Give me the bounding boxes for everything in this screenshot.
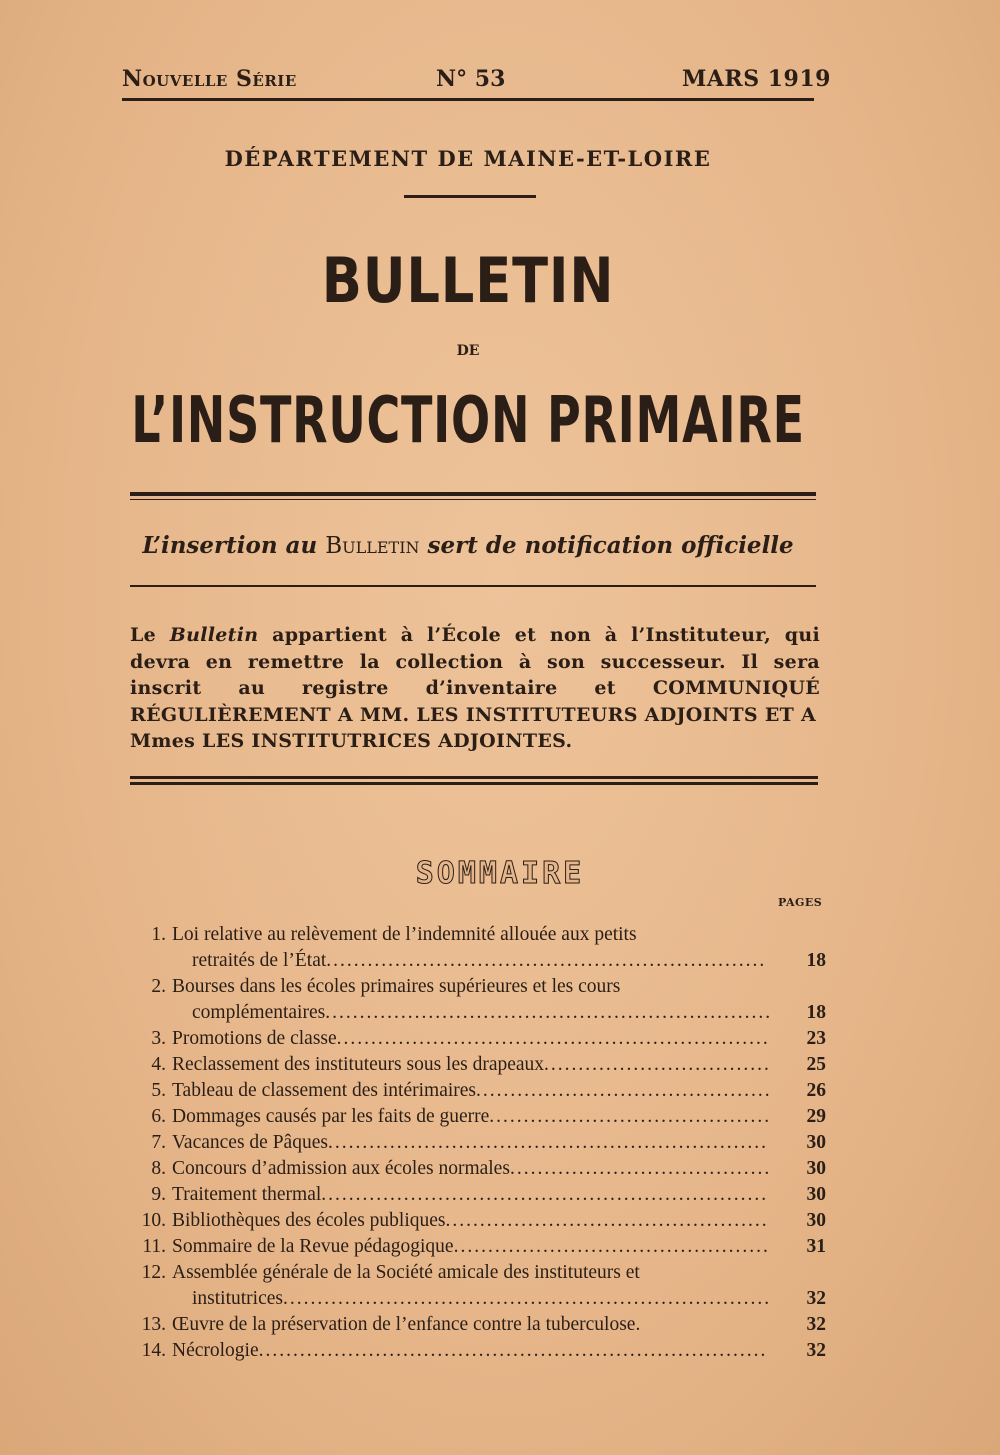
toc-entry-page: 32 — [806, 1288, 826, 1309]
title-de: DE — [456, 343, 480, 359]
toc-entry-line — [126, 1104, 826, 1130]
toc-entry-line — [126, 1338, 826, 1364]
toc-entry-line — [126, 922, 826, 948]
toc-entry-line — [126, 1130, 826, 1156]
toc-entry-number: 1. — [151, 924, 166, 945]
notice-last-line: Mmes LES INSTITUTRICES ADJOINTES. — [130, 730, 573, 752]
toc-leader-dots: .............................................. — [453, 1236, 770, 1257]
toc-entry-text: Concours d’admission aux écoles normales...................................... — [172, 1158, 772, 1179]
toc-entry-number: 5. — [151, 1080, 166, 1101]
toc-leader-dots: ................................................................. — [321, 1184, 769, 1205]
toc-entry-number: 2. — [151, 976, 166, 997]
toc-leader-dots: ...................................... — [509, 1158, 772, 1179]
toc-entry-page: 18 — [806, 1002, 826, 1023]
toc-entry-text: institutrices....................................................................... — [192, 1288, 772, 1309]
notification-rule — [130, 585, 816, 587]
toc-entry-line — [126, 1156, 826, 1182]
toc-entry-line — [126, 1208, 826, 1234]
toc-entry-line — [126, 1286, 826, 1312]
toc-entry-number: 6. — [151, 1106, 166, 1127]
toc-entry-line — [126, 1078, 826, 1104]
toc-entry-line — [126, 1234, 826, 1260]
notice-rule-top — [130, 776, 818, 779]
notification-part1: L’insertion au — [142, 532, 318, 559]
toc-entry-page: 30 — [806, 1158, 826, 1179]
toc-entry-number: 8. — [151, 1158, 166, 1179]
toc-entry-text: Traitement thermal................................................................. — [172, 1184, 769, 1205]
toc-entry-text: Loi relative au relèvement de l’indemnité allouée aux petits — [172, 924, 637, 945]
toc-entry-line — [126, 1026, 826, 1052]
notice-body: appartient à l’École et non à l’Instituteur, qui devra en remettre la collection à son successeur. Il sera inscrit au registre d’inventaire et COMMUNIQUÉ RÉGULIÈREMENT A MM. LES INSTITUTEURS ADJOINTS ET A — [130, 624, 820, 726]
toc-entry-number: 14. — [141, 1340, 166, 1361]
toc-leader-dots: .......................................................................... — [258, 1340, 768, 1361]
toc-entry-line — [126, 1052, 826, 1078]
toc-leader-dots: ................................................................ — [326, 950, 767, 971]
toc-entry-page: 18 — [806, 950, 826, 971]
toc-entry-line — [126, 948, 826, 974]
toc-entry-text: Œuvre de la préservation de l’enfance contre la tuberculose. — [172, 1314, 641, 1335]
toc-leader-dots: ......................................... — [489, 1106, 772, 1127]
toc-entry-page: 23 — [806, 1028, 826, 1049]
toc-entry-page: 32 — [806, 1314, 826, 1335]
notification-part3: sert de notification officielle — [427, 532, 794, 559]
toc-entry-number: 12. — [141, 1262, 166, 1283]
toc-entry-number: 10. — [141, 1210, 166, 1231]
toc-leader-dots: ............................................... — [445, 1210, 769, 1231]
toc-entry-page: 30 — [806, 1210, 826, 1231]
sommaire-title: SOMMAIRE — [415, 856, 585, 891]
title-instruction-primaire: L’INSTRUCTION PRIMAIRE — [131, 384, 805, 458]
department-rule — [404, 195, 536, 198]
toc-leader-dots: ................................................................. — [325, 1002, 773, 1023]
title-rule-thin — [130, 499, 816, 500]
pages-column-label: PAGES — [778, 896, 823, 909]
table-of-contents — [126, 922, 826, 1364]
toc-entry-number: 4. — [151, 1054, 166, 1075]
toc-entry-text: Tableau de classement des intérimaires........................................... — [172, 1080, 772, 1101]
department-heading: DÉPARTEMENT DE MAINE-ET-LOIRE — [224, 146, 712, 171]
notification-statement — [0, 532, 936, 559]
toc-leader-dots: ............................................................... — [336, 1028, 770, 1049]
notification-part2: Bulletin — [325, 533, 420, 559]
toc-entry-number: 3. — [151, 1028, 166, 1049]
toc-entry-page: 32 — [806, 1340, 826, 1361]
header-rule — [122, 98, 814, 101]
issue-date: MARS 1919 — [682, 66, 831, 92]
toc-entry-text: Promotions de classe............................................................... — [172, 1028, 770, 1049]
toc-entry-page: 29 — [806, 1106, 826, 1127]
toc-entry-text: Bibliothèques des écoles publiques............................................... — [172, 1210, 769, 1231]
toc-entry-number: 11. — [142, 1236, 166, 1257]
toc-leader-dots: ................................................................ — [327, 1132, 768, 1153]
sommaire-heading — [0, 856, 1000, 891]
toc-entry-page: 26 — [806, 1080, 826, 1101]
title-bulletin: BULLETIN — [321, 244, 615, 317]
toc-entry-text: Bourses dans les écoles primaires supérieures et les cours — [172, 976, 621, 997]
toc-entry-text: Vacances de Pâques................................................................ — [172, 1132, 768, 1153]
toc-entry-number: 9. — [151, 1184, 166, 1205]
series-label: Nouvelle Série — [122, 66, 297, 92]
toc-entry-line — [126, 1182, 826, 1208]
toc-leader-dots: ........................................... — [476, 1080, 772, 1101]
toc-entry-text: Reclassement des instituteurs sous les drapeaux................................. — [172, 1054, 771, 1075]
title-rule-thick — [130, 492, 816, 496]
toc-leader-dots: ....................................................................... — [283, 1288, 772, 1309]
notice-rule-bottom — [130, 782, 818, 785]
toc-entry-page: 30 — [806, 1184, 826, 1205]
toc-entry-number: 7. — [151, 1132, 166, 1153]
toc-entry-text: Assemblée générale de la Société amicale des instituteurs et — [172, 1262, 640, 1283]
toc-entry-text: Sommaire de la Revue pédagogique.............................................. — [172, 1236, 770, 1257]
notice-bulletin: Bulletin — [169, 624, 259, 646]
toc-entry-text: Nécrologie.......................................................................... — [172, 1340, 768, 1361]
ownership-notice — [130, 622, 820, 755]
issue-number: N° 53 — [436, 66, 506, 92]
toc-entry-line — [126, 1000, 826, 1026]
toc-entry-line — [126, 1312, 826, 1338]
toc-entry-text: complémentaires................................................................. — [192, 1002, 773, 1023]
toc-entry-text: retraités de l’État................................................................ — [192, 950, 767, 971]
toc-entry-page: 30 — [806, 1132, 826, 1153]
toc-entry-text: Dommages causés par les faits de guerre......................................... — [172, 1106, 772, 1127]
toc-entry-line — [126, 974, 826, 1000]
toc-entry-number: 13. — [141, 1314, 166, 1335]
toc-entry-line — [126, 1260, 826, 1286]
notice-le: Le — [130, 624, 157, 646]
toc-leader-dots: ................................. — [544, 1054, 771, 1075]
toc-entry-page: 25 — [806, 1054, 826, 1075]
toc-entry-page: 31 — [806, 1236, 826, 1257]
